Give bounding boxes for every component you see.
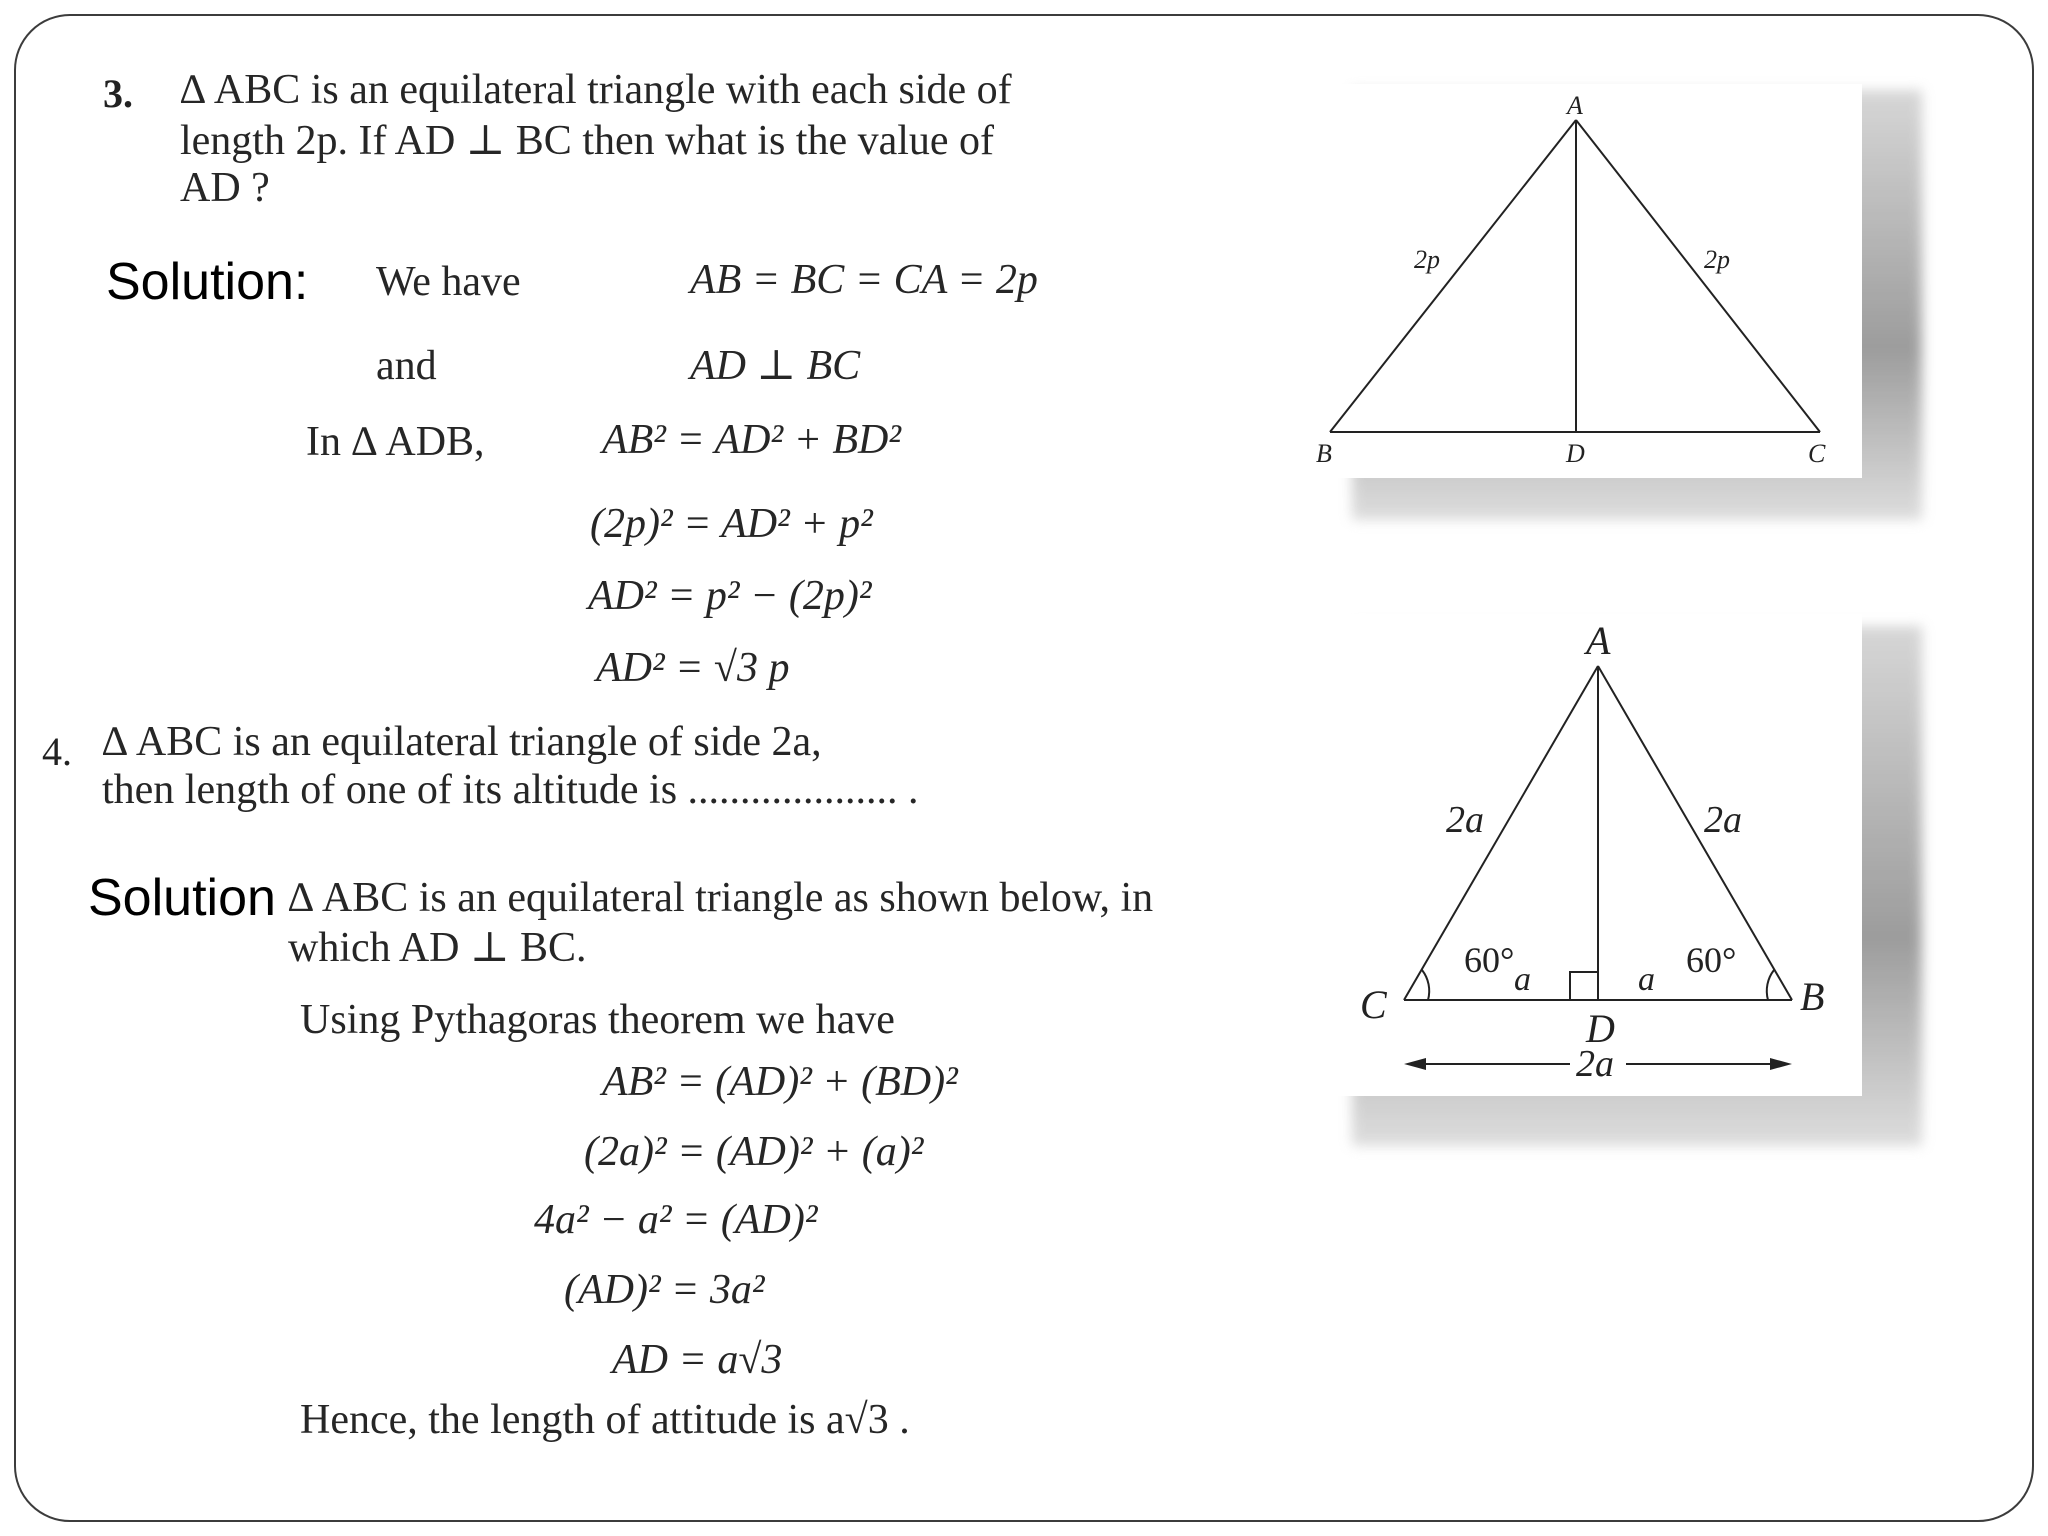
solution-3-eq-4: (2p)² = AD² + p² xyxy=(590,501,873,547)
figure-2-half-left: a xyxy=(1514,961,1531,998)
figure-1-label-b: B xyxy=(1316,439,1332,468)
question-3-number: 3. xyxy=(103,71,133,116)
solution-4-eq-5: AD = a√3 xyxy=(612,1337,783,1383)
question-4-line-2: then length of one of its altitude is .................... . xyxy=(102,767,919,813)
solution-4-line-2: which AD ⊥ BC. xyxy=(288,925,587,971)
figure-2-base-label: 2a xyxy=(1576,1043,1614,1085)
figure-1-label-d: D xyxy=(1566,439,1585,468)
figure-2-label-b: B xyxy=(1800,974,1825,1019)
solution-3-in-adb: In ∆ ADB, xyxy=(306,419,485,465)
figure-1-label-left-side: 2p xyxy=(1414,245,1440,274)
figure-2-angle-left: 60° xyxy=(1464,940,1515,980)
solution-3-and: and xyxy=(376,343,437,389)
question-4-line-1: ∆ ABC is an equilateral triangle of side 2a, xyxy=(102,719,822,765)
figure-2-label-a: A xyxy=(1586,618,1611,663)
figure-1-triangle xyxy=(1310,84,1862,478)
figure-1-label-right-side: 2p xyxy=(1704,245,1730,274)
figure-2-label-c: C xyxy=(1360,982,1387,1027)
solution-4-line-1: ∆ ABC is an equilateral triangle as shown below, in xyxy=(288,875,1154,921)
solution-3-we-have: We have xyxy=(376,259,521,305)
solution-3-heading: Solution: xyxy=(106,253,309,311)
solution-4-eq-2: (2a)² = (AD)² + (a)² xyxy=(584,1129,924,1175)
question-3-line-1: ∆ ABC is an equilateral triangle with each side of xyxy=(180,67,1012,113)
solution-3-eq-2: AD ⊥ BC xyxy=(690,343,861,389)
figure-2-angle-right: 60° xyxy=(1686,940,1737,980)
solution-3-eq-5: AD² = p² − (2p)² xyxy=(588,573,872,619)
solution-4-eq-3: 4a² − a² = (AD)² xyxy=(534,1197,818,1243)
solution-3-eq-3: AB² = AD² + BD² xyxy=(602,417,901,463)
figure-2-label-left-side: 2a xyxy=(1446,799,1484,841)
figure-2-label-d: D xyxy=(1586,1006,1615,1051)
figure-1 xyxy=(1310,84,1862,478)
figure-2 xyxy=(1330,614,1862,1096)
figure-2-triangle xyxy=(1330,614,1862,1096)
question-4-number: 4. xyxy=(42,729,72,774)
solution-4-heading: Solution xyxy=(88,869,276,927)
solution-4-conclusion: Hence, the length of attitude is a√3 . xyxy=(300,1397,910,1443)
figure-1-label-a: A xyxy=(1567,91,1583,120)
solution-4-eq-4: (AD)² = 3a² xyxy=(564,1267,765,1313)
question-3-line-2: length 2p. If AD ⊥ BC then what is the value of xyxy=(180,118,995,164)
question-3-line-3: AD ? xyxy=(180,165,270,211)
figure-2-label-right-side: 2a xyxy=(1704,799,1742,841)
figure-2-half-right: a xyxy=(1638,961,1655,998)
solution-4-intro: Using Pythagoras theorem we have xyxy=(300,997,895,1043)
figure-1-label-c: C xyxy=(1808,439,1826,468)
solution-4-eq-1: AB² = (AD)² + (BD)² xyxy=(602,1059,958,1105)
solution-3-eq-1: AB = BC = CA = 2p xyxy=(690,257,1038,303)
solution-3-eq-6: AD² = √3 p xyxy=(596,645,790,691)
